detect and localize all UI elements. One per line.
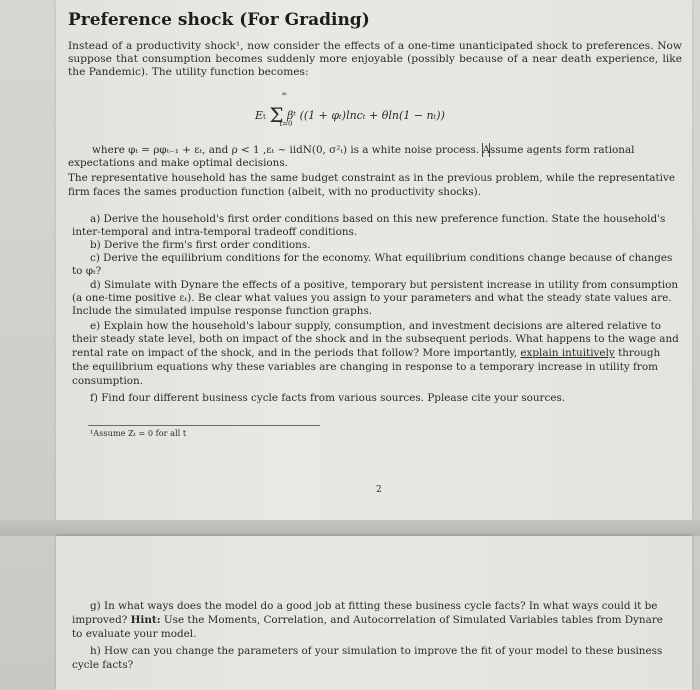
question-h-line-2: cycle facts? [72, 659, 134, 671]
question-h-line-1: h) How can you change the parameters of your simulation to improve the fit of your model to these business [90, 645, 663, 657]
question-g-line-2-end: Use the Moments, Correlation, and Autocorrelation of Simulated Variables tables from Dynare [160, 614, 663, 626]
question-e-line-1: e) Explain how the household's labour supply, consumption, and investment decisions are altered relative to [90, 320, 662, 332]
question-a-line-1: a) Derive the household's first order conditions based on this new preference function. State the household's [90, 213, 666, 225]
footnote-rule [88, 425, 320, 426]
question-c-line-1: c) Derive the equilibrium conditions for the economy. What equilibrium conditions change because of changes [90, 252, 673, 264]
hint-label: Hint: [130, 614, 161, 626]
page-gap [0, 520, 700, 536]
page-title: Preference shock (For Grading) [68, 10, 370, 30]
question-d-line-1: d) Simulate with Dynare the effects of a positive, temporary but persistent increase in utility from consumption [90, 279, 679, 291]
utility-equation: Et Σ ∞ t=0 βᵗ ((1 + φₜ)lncₜ + θln(1 − nₜ)) [255, 90, 445, 128]
sum-upper-limit: ∞ [281, 90, 288, 98]
question-e-line-4: the equilibrium equations why these variables are changing in response to a temporary increase in utility from [72, 361, 658, 373]
intro-paragraph: Instead of a productivity shock¹, now consider the effects of a one-time unanticipated shock to preferences. Now suppose that consumption becomes suddenly more enjoyable (possibly because of a near death experience, like the Pandemic). The utility function becomes: [68, 40, 682, 79]
budget-line-2: firm faces the sames production function (albeit, with no productivity shocks). [68, 186, 482, 198]
question-g-line-1: g) In what ways does the model do a good job at fitting these business cycle facts? In what ways could it be [90, 600, 658, 612]
question-e-line-5: consumption. [72, 375, 144, 387]
expectation-operator: E [255, 109, 264, 122]
document-page-2 [56, 536, 692, 690]
question-f: f) Find four different business cycle facts from various sources. Pplease cite your sources. [90, 392, 566, 404]
question-g-line-2 [72, 614, 663, 627]
question-e-line-3-text: rental rate on impact of the shock, and in the periods that follow? More importantly, [72, 347, 521, 359]
budget-line-1: The representative household has the same budget constraint as in the previous problem, while the representative [68, 172, 675, 184]
sum-lower-limit: t=0 [279, 120, 293, 128]
emphasis-underline: explain intuitively [520, 347, 615, 359]
question-b: b) Derive the firm's first order conditions. [90, 239, 311, 251]
question-c-line-2: to φₜ? [72, 265, 102, 277]
where-line-2: expectations and make optimal decisions. [68, 157, 288, 169]
question-d-line-3: Include the simulated impulse response function graphs. [72, 305, 373, 317]
question-d-line-2: (a one-time positive εₜ). Be clear what values you assign to your parameters and what the steady state values are. [72, 292, 672, 304]
question-g-line-2-text: improved? [72, 614, 131, 626]
question-g-line-3: to evaluate your model. [72, 628, 197, 640]
question-a-line-2: inter-temporal and intra-temporal tradeoff conditions. [72, 226, 358, 238]
page-number: 2 [376, 485, 382, 495]
question-e-line-3 [72, 347, 660, 360]
footnote: ¹Assume Zₜ = 0 for all t [90, 428, 187, 438]
question-e-line-2: their steady state level, both on impact of the shock and in the subsequent periods. What happens to the wage and [72, 333, 679, 345]
where-line-1: where φₜ = ρφₜ₋₁ + εₜ, and ρ < 1 ,εₜ ~ iidN(0, σ²ₜ) is a white noise process. Assume agents form rational [92, 144, 635, 156]
equation-body: βᵗ ((1 + φₜ)lncₜ + θln(1 − nₜ)) [287, 109, 445, 122]
question-e-line-3-end: through [614, 347, 661, 359]
summation-symbol: Σ [269, 103, 284, 127]
